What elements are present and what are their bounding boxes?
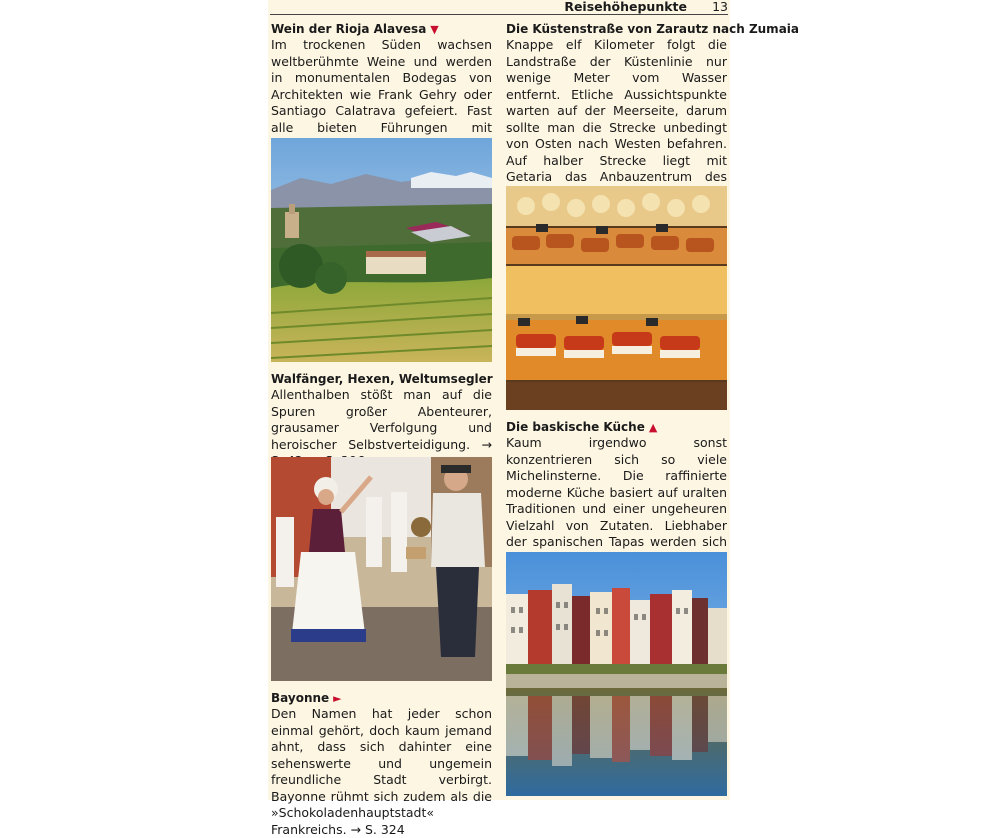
section-title: Die baskische Küche <box>506 420 645 434</box>
section-title: Walfänger, Hexen, Weltumsegler <box>271 372 493 386</box>
triangle-down-icon: ▼ <box>430 23 439 36</box>
page-number: 13 <box>712 0 728 14</box>
section-heading-walfaenger <box>271 371 493 387</box>
section-text-rioja: Im trockenen Süden wachsen weltberühmte Weine und werden in monumentalen Bodegas von Architekten wie Frank Gehry oder Santiago Calatrava gefeiert. Fast alle bieten Führungen mit <box>271 37 492 135</box>
bayonne-riverfront-photo <box>506 552 727 796</box>
section-heading-kueche <box>506 419 657 436</box>
folk-dance-photo <box>271 457 492 681</box>
triangle-up-icon: ▲ <box>648 421 658 434</box>
vineyard-photo <box>271 138 492 362</box>
pintxos-bar-photo <box>506 186 727 410</box>
header-rule <box>270 14 728 15</box>
section-heading-bayonne <box>271 690 342 707</box>
triangle-right-icon: ► <box>333 692 342 705</box>
section-text-walfaenger: Allenthalben stößt man auf die Spuren großer Abenteurer, grausamer Verfolgung und heroischer Selbstverteidigung. → <box>271 387 492 452</box>
section-text-bayonne: Den Namen hat jeder schon einmal gehört, doch kaum jemand ahnt, dass sich dahinter eine sehenswerte und ungemein freundliche Stadt verbirgt. Bayonne rühmt sich zudem als die »Schokoladenhauptstadt« Frankreichs. → S. 324 <box>271 706 492 837</box>
section-title: Die Küstenstraße von Zarautz nach Zumaia <box>506 22 799 36</box>
section-text-kuestenstrasse: Knappe elf Kilometer folgt die Landstraße der Küstenlinie nur wenige Meter vom Wasser entfernt. Etliche Aussichtspunkte warten auf der Meerseite, darum sollte man die Strecke unbedingt von Osten nach Westen befahren. Auf halber Strecke liegt mit Getaria das Anbauzentrum des <box>506 37 727 184</box>
section-title: Wein der Rioja Alavesa <box>271 22 427 36</box>
section-text-kueche: Kaum irgendwo sonst konzentrieren sich so viele Michelinsterne. Die raffinierte moderne Küche basiert auf uralten Traditionen und einer ungeheuren Vielzahl von Zutaten. Liebhaber der spanischen Tapas werden sich <box>506 435 727 549</box>
section-heading-rioja <box>271 21 439 38</box>
running-title: Reisehöhepunkte <box>564 0 687 14</box>
section-title: Bayonne <box>271 691 330 705</box>
section-heading-kuestenstrasse <box>506 21 799 37</box>
